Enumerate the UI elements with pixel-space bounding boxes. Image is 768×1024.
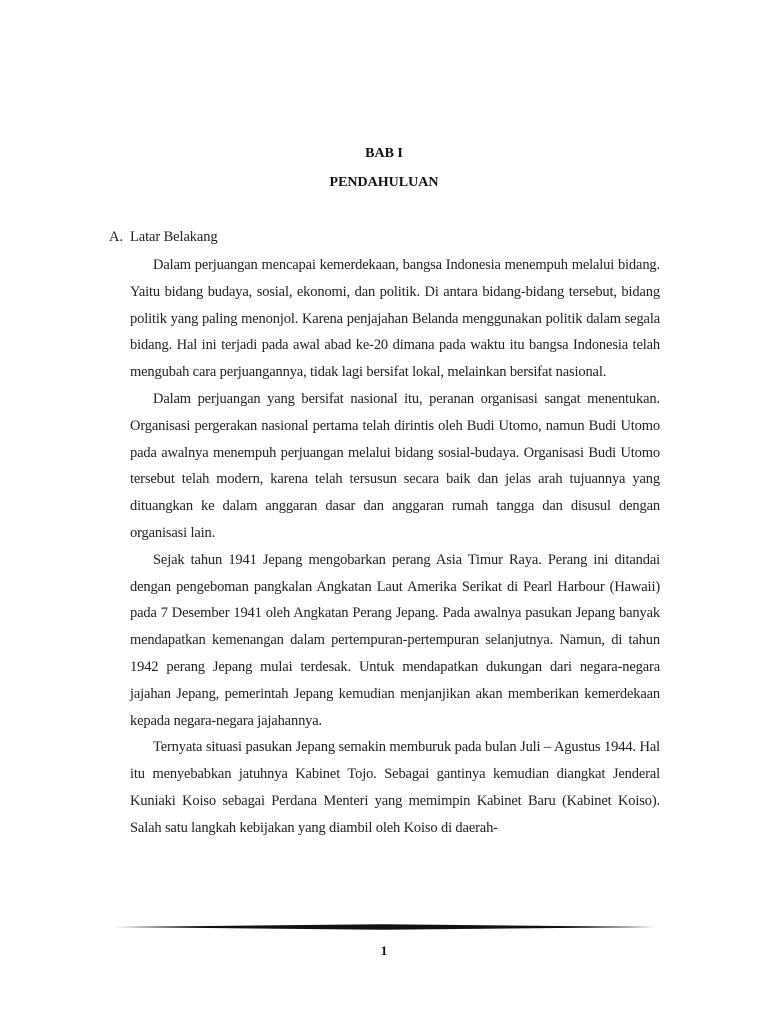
paragraph: Ternyata situasi pasukan Jepang semakin memburuk pada bulan Juli – Agustus 1944. Hal itu menyebabkan jatuhnya Kabinet Tojo. Sebagai gantinya kemudian diangkat Jenderal Kuniaki Koiso sebagai Perdana Menteri yang memimpin Kabinet Baru (Kabinet Koiso). Salah satu langkah kebijakan yang diambil oleh Koiso di daerah- xyxy=(130,739,660,836)
chapter-heading: BAB I xyxy=(365,146,403,161)
paragraph: Dalam perjuangan mencapai kemerdekaan, bangsa Indonesia menempuh melalui bidang. Yaitu bidang budaya, sosial, ekonomi, dan politik. Di antara bidang-bidang tersebut, bidang politik yang paling menonjol. Karena penjajahan Belanda menggunakan politik dalam segala bidang. Hal ini terjadi pada awal abad ke-20 dimana pada waktu itu bangsa Indonesia telah mengubah cara perjuangannya, tidak lagi bersifat lokal, melainkan bersifat nasional. xyxy=(130,257,660,381)
chapter-title: PENDAHULUAN xyxy=(329,175,439,190)
footer-divider xyxy=(112,924,656,930)
section-number: A. xyxy=(109,229,123,245)
body-text xyxy=(130,252,660,842)
paragraph: Sejak tahun 1941 Jepang mengobarkan perang Asia Timur Raya. Perang ini ditandai dengan pengeboman pangkalan Angkatan Laut Amerika Serikat di Pearl Harbour (Hawaii) pada 7 Desember 1941 oleh Angkatan Perang Jepang. Pada awalnya pasukan Jepang banyak mendapatkan kemenangan dalam pertempuran-pertempuran selanjutnya. Namun, di tahun 1942 perang Jepang mulai terdesak. Untuk mendapatkan dukungan dari negara-negara jajahan Jepang, pemerintah Jepang kemudian menjanjikan akan memberikan kemerdekaan kepada negara-negara jajahannya. xyxy=(130,551,660,729)
page-number: 1 xyxy=(380,943,388,958)
section-heading xyxy=(109,227,218,247)
paragraph: Dalam perjuangan yang bersifat nasional itu, peranan organisasi sangat menentukan. Organisasi pergerakan nasional pertama telah dirintis oleh Budi Utomo, namun Budi Utomo pada awalnya menempuh perjuangan melalui bidang sosial-budaya. Organisasi Budi Utomo tersebut telah modern, karena telah tersusun secara baik dan jelas arah tujuannya yang dituangkan ke dalam anggaran dasar dan anggaran rumah tangga dan disusul dengan organisasi lain. xyxy=(130,390,660,541)
section-title: Latar Belakang xyxy=(130,229,218,245)
